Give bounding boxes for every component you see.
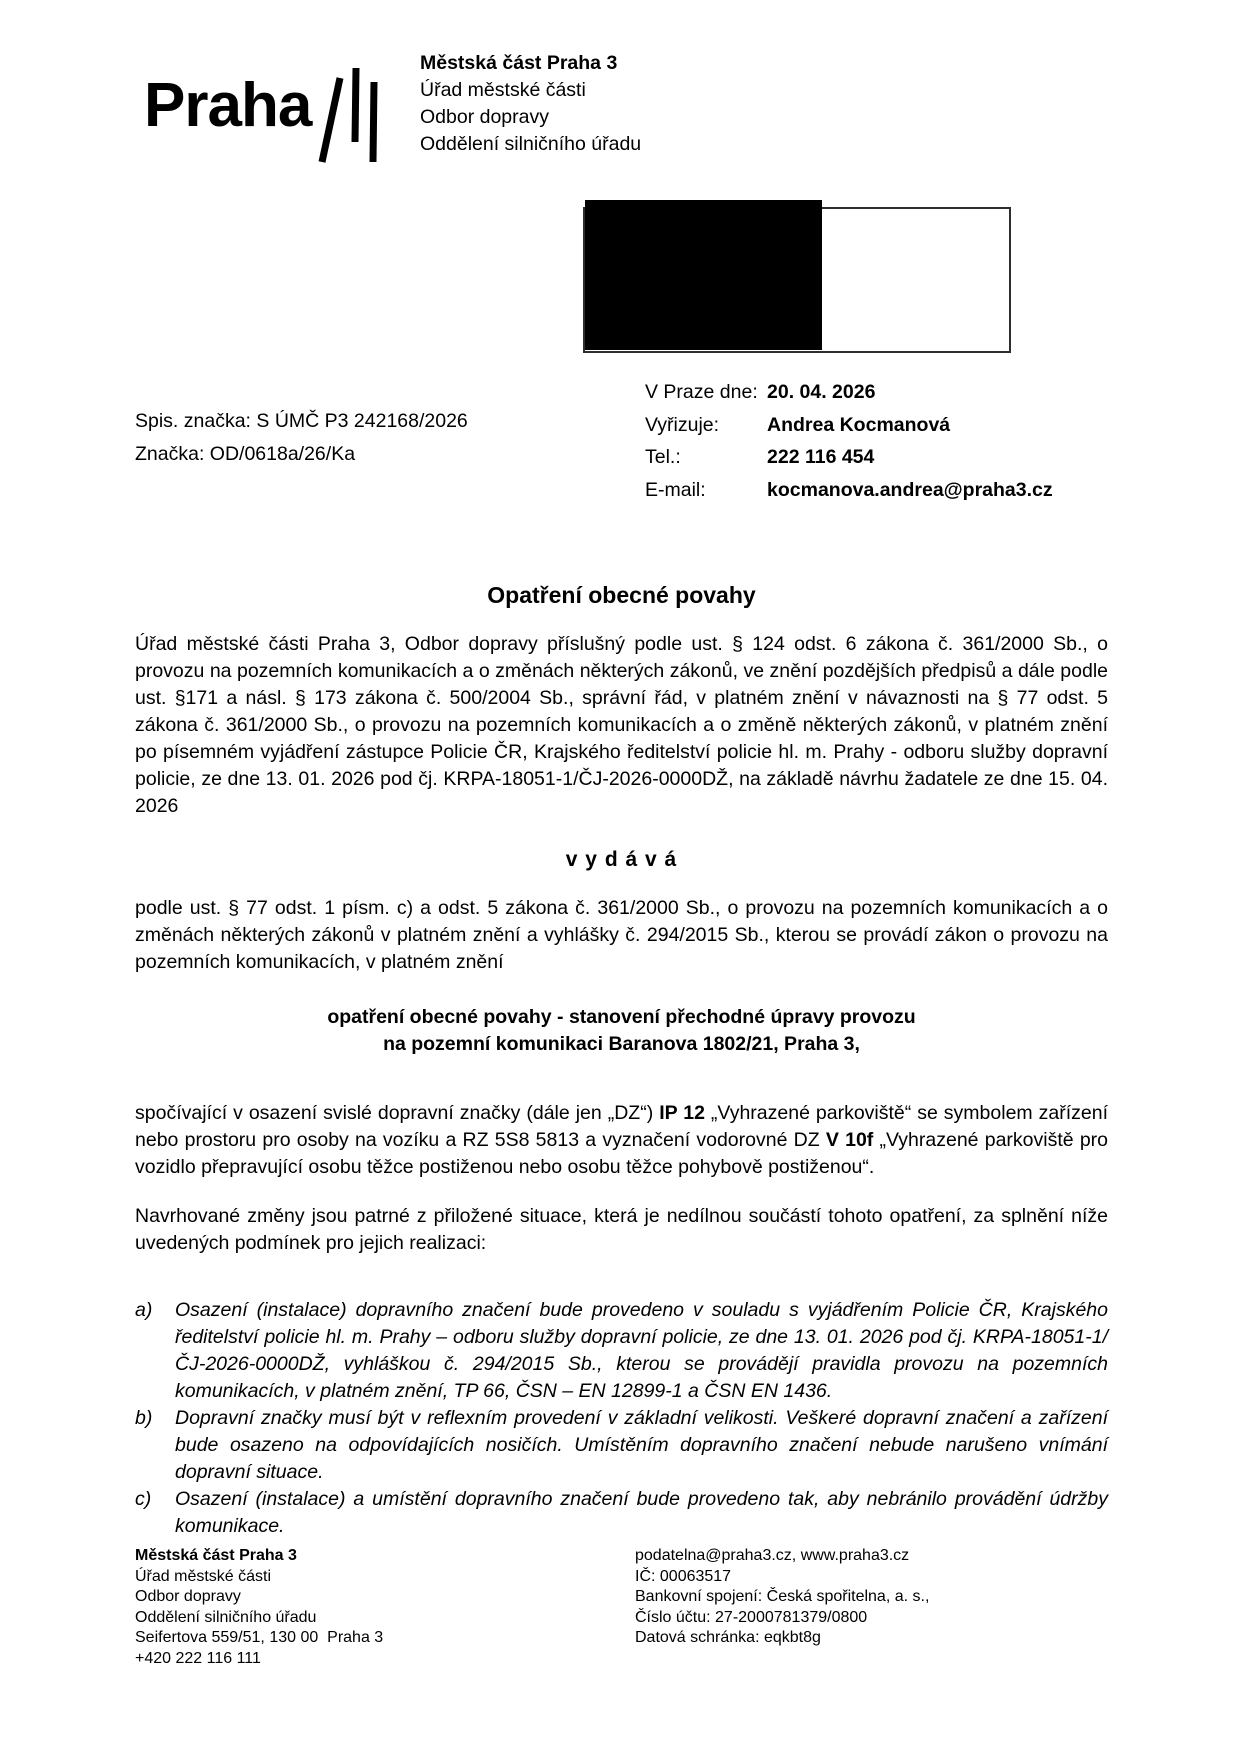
- condition-label: b): [135, 1407, 153, 1429]
- letterhead-line: Úřad městské části: [420, 79, 586, 101]
- meta-row-phone: [645, 446, 1053, 479]
- subject-heading-line2: na pozemní komunikaci Baranova 1802/21, Praha 3,: [383, 1033, 860, 1055]
- footer-contact: [635, 1546, 929, 1649]
- footer-account: Číslo účtu: 27-2000781379/0800: [635, 1608, 868, 1626]
- letterhead-line: Oddělení silničního úřadu: [420, 133, 642, 155]
- footer-ic: IČ: 00063517: [635, 1567, 732, 1585]
- footer-databox: Datová schránka: eqkbt8g: [635, 1629, 821, 1646]
- meta-value-date: 20. 04. 2026: [767, 381, 876, 403]
- paragraph-conditions-intro: Navrhované změny jsou patrné z přiložené situace, která je nedílnou součástí tohoto opatření, za splnění níže uvedených podmínek pro jejich realizaci:: [135, 1205, 1108, 1254]
- meta-label: Vyřizuje:: [645, 413, 720, 436]
- footer-org-line: Odbor dopravy: [135, 1588, 241, 1605]
- paragraph-intro: Úřad městské části Praha 3, Odbor dopravy příslušný podle ust. § 124 odst. 6 zákona č. 361/2000 Sb., o provozu na pozemních komunikacích a o změnách některých zákonů, ve znění pozdějších předpisů a dále podle ust. §171 a násl. § 173 zákona č. 500/2004 Sb., správní řád, v platném znění v návaznosti na § 77 odst. 5 zákona č. 361/2000 Sb., o provozu na pozemních komunikacích a o změně některých zákonů, v platném znění po písemném vyjádření zástupce Policie ČR, Krajského ředitelství policie hl. m. Prahy - odboru služby dopravní policie, ze dne 13. 01. 2026 pod čj. KRPA-18051-1/ČJ-2026-0000DŽ, na základě návrhu žadatele ze dne 15. 04. 2026: [135, 633, 1108, 817]
- footer-street-address: Seifertova 559/51, 130 00 Praha 3: [135, 1629, 384, 1646]
- reference-block: [135, 405, 468, 471]
- footer-org-line: Oddělení silničního úřadu: [135, 1608, 317, 1626]
- subject-heading: [135, 1004, 1108, 1058]
- footer-email-web: podatelna@praha3.cz, www.praha3.cz: [635, 1547, 910, 1564]
- condition-item-c: [135, 1486, 1108, 1540]
- meta-label: Tel.:: [645, 446, 681, 468]
- subject-heading-line1: opatření obecné povahy - stanovení přechodné úpravy provozu: [327, 1006, 916, 1028]
- meta-row-date: [645, 381, 1053, 414]
- letterhead-line: Městská část Praha 3: [420, 52, 618, 74]
- letterhead-line: Odbor dopravy: [420, 106, 549, 128]
- conditions-list: [135, 1297, 1108, 1540]
- sign-code-ip12: IP 12: [659, 1102, 705, 1124]
- document-title: Opatření obecné povahy: [487, 582, 756, 608]
- letterhead: [420, 50, 641, 158]
- praha-logo-wordmark: Praha: [144, 71, 312, 140]
- meta-row-email: [645, 479, 1053, 512]
- file-number: Spis. značka: S ÚMČ P3 242168/2026: [135, 410, 468, 432]
- footer-bank: Bankovní spojení: Česká spořitelna, a. s.,: [635, 1588, 930, 1605]
- meta-block: [645, 381, 1053, 511]
- praha3-logo: [144, 72, 311, 140]
- meta-label: V Praze dne:: [645, 381, 758, 403]
- sign-code-v10f: V 10f: [825, 1129, 874, 1151]
- footer-org-name: Městská část Praha 3: [135, 1547, 297, 1564]
- meta-value-email: kocmanova.andrea@praha3.cz: [767, 478, 1053, 501]
- reference-number: Značka: OD/0618a/26/Ka: [135, 443, 356, 465]
- paragraph-legal: podle ust. § 77 odst. 1 písm. c) a odst. 5 zákona č. 361/2000 Sb., o provozu na pozemních komunikacích a o změnách některých zákonů v platném znění a vyhlášky č. 294/2015 Sb., kterou se provádí zákon o provozu na pozemních komunikacích, v platném znění: [135, 897, 1108, 973]
- footer-org-line: Úřad městské části: [135, 1567, 272, 1585]
- condition-text: Osazení (instalace) a umístění dopravního značení bude provedeno tak, aby nebránilo provádění údržby komunikace.: [175, 1488, 1108, 1537]
- condition-item-b: [135, 1405, 1108, 1486]
- condition-label: a): [135, 1299, 153, 1321]
- condition-label: c): [135, 1488, 152, 1510]
- praha3-logo-strokes-icon: [316, 66, 382, 168]
- signs-text: „Vyhrazené parkoviště pro vozidlo přepravující osobu těžce postiženou nebo osobu těžce pohybově postiženou“.: [135, 1129, 1109, 1178]
- paragraph-signs: [135, 1100, 1108, 1181]
- vydava-heading: v y d á v á: [565, 848, 678, 871]
- meta-row-handler: [645, 414, 1053, 447]
- footer-org-address: [135, 1546, 383, 1669]
- redaction-black-box: [585, 200, 822, 350]
- condition-item-a: [135, 1297, 1108, 1405]
- meta-value-handler: Andrea Kocmanová: [767, 413, 951, 436]
- condition-text: Dopravní značky musí být v reflexním provedení v základní velikosti. Veškeré dopravní značení a zařízení bude osazeno na odpovídajících nosičích. Umístěním dopravního značení nebude narušeno vnímání dopravní situace.: [175, 1407, 1108, 1483]
- condition-text: Osazení (instalace) dopravního značení bude provedeno v souladu s vyjádřením Policie ČR, Krajského ředitelství policie hl. m. Prahy – odboru služby dopravní policie, ze dne 13. 01. 2026 pod čj. KRPA-18051-1/ČJ-2026-0000DŽ, vyhláškou č. 294/2015 Sb., kterou se provádějí pravidla provozu na pozemních komunikacích, v platném znění, TP 66, ČSN – EN 12899-1 a ČSN EN 1436.: [175, 1299, 1108, 1402]
- meta-value-phone: 222 116 454: [767, 446, 875, 468]
- footer-phone: +420 222 116 111: [135, 1649, 261, 1667]
- meta-label: E-mail:: [645, 478, 706, 501]
- signs-text: spočívající v osazení svislé dopravní značky (dále jen „DZ“): [135, 1102, 660, 1124]
- signs-text: „Vyhrazené parkoviště“ se symbolem zařízení nebo prostoru pro osoby na vozíku a RZ 5S8 5813 a vyznačení vodorovné DZ: [135, 1102, 1109, 1151]
- document-body: [135, 582, 1108, 1540]
